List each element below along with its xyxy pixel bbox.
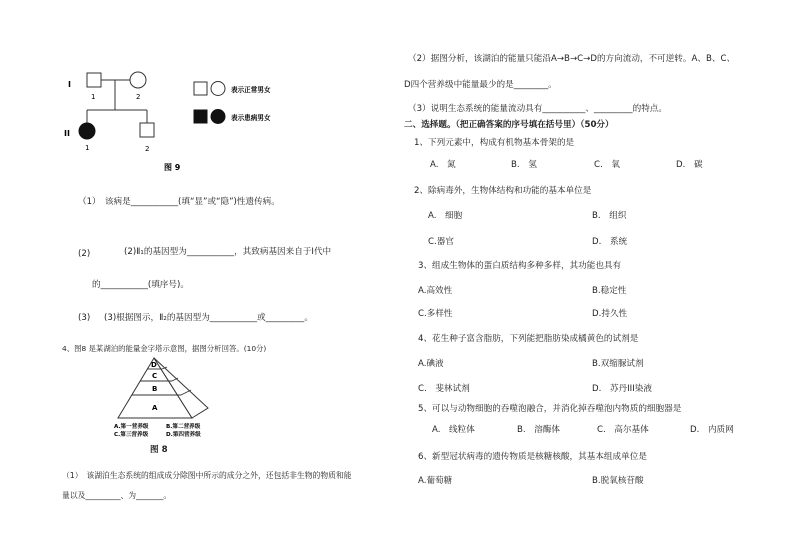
level-label: D [151, 361, 157, 369]
mcq-option[interactable]: D. 碳 [676, 160, 703, 170]
legend-normal-label: 表示正常男女 [231, 86, 271, 94]
mcq-stem: 1、下列元素中，构成有机物基本骨架的是 [414, 138, 575, 148]
mcq-option[interactable]: A. 细胞 [428, 211, 463, 221]
pyramid-legend-c: C.第三营养级 [114, 432, 149, 438]
mcq-option[interactable]: B.脱氧核苷酸 [592, 476, 644, 486]
mcq-option[interactable]: D. 内质网 [690, 425, 734, 435]
mcq-stem: 5、可以与动物细胞的吞噬泡融合，并消化掉吞噬泡内物质的细胞器是 [418, 404, 682, 414]
individual-label: 2 [136, 93, 141, 101]
q3-part2-number: (2) [78, 249, 91, 259]
q4-part3: （3）说明生态系统的能量流动具有__________、_________的特点。 [408, 104, 667, 114]
q3-part3-number: (3) [78, 313, 91, 323]
mcq-stem: 6、新型冠状病毒的遗传物质是核糖核酸，其基本组成单位是 [418, 452, 647, 462]
mcq-option[interactable]: C.多样性 [418, 309, 453, 319]
affected-female-symbol [79, 123, 95, 139]
individual-label: 1 [85, 144, 90, 152]
q4-stem: 4、图8 是某湖泊的能量金字塔示意图，据图分析回答。(10分) [62, 344, 267, 353]
mcq-option[interactable]: B.双缩脲试剂 [592, 359, 644, 369]
q4-part2-line1: （2）据图分析，该湖泊的能量只能沿A→B→C→D的方向流动，不可逆转。A、B、C、 [408, 54, 736, 64]
normal-male-symbol [140, 123, 154, 137]
pyramid-legend-b: B.第二营养级 [166, 424, 201, 430]
q4-part1-line1: （1） 该湖泊生态系统的组成成分除图中所示的成分之外，还包括非生物的物质和能 [62, 471, 352, 480]
generation-label-2: II [64, 129, 70, 138]
mcq-option[interactable]: C. 斐林试剂 [418, 384, 470, 394]
mcq-option[interactable]: A. 氮 [430, 160, 456, 170]
q4-part1-line2: 量以及_________、为_______。 [62, 491, 172, 500]
figure-caption: 图 9 [164, 163, 181, 172]
q3-part2-line1: (2)Ⅱ₁的基因型为___________，其致病基因来自于Ⅰ代中 [124, 247, 332, 257]
mcq-option[interactable]: A.葡萄糖 [418, 476, 453, 486]
legend-affected-female [211, 110, 225, 124]
mcq-option[interactable]: B. 组织 [592, 211, 627, 221]
normal-male-symbol [87, 73, 101, 87]
pyramid-legend-d: D.第四营养级 [166, 432, 201, 438]
mcq-option[interactable]: C. 氧 [594, 160, 620, 170]
mcq-option[interactable]: B.稳定性 [592, 286, 627, 296]
q3-part3-text: (3)根据图示，Ⅱ₂的基因型为___________或_________。 [104, 313, 313, 323]
mcq-option[interactable]: C.器官 [428, 237, 454, 247]
level-label: A [152, 404, 158, 412]
mcq-option[interactable]: B. 溶酶体 [517, 425, 561, 435]
individual-label: 2 [145, 145, 150, 153]
energy-pyramid [114, 356, 224, 440]
pedigree-chart [60, 60, 320, 210]
individual-label: 1 [91, 93, 96, 101]
legend-affected-label: 表示患病男女 [231, 114, 271, 122]
mcq-stem: 2、除病毒外，生物体结构和功能的基本单位是 [414, 186, 592, 196]
legend-normal-female [211, 82, 225, 96]
mcq-option[interactable]: D. 系统 [592, 237, 628, 247]
mcq-option[interactable]: C. 高尔基体 [597, 425, 649, 435]
q3-part2-line2: 的___________(填序号)。 [92, 280, 189, 290]
mcq-stem: 3、组成生物体的蛋白质结构多种多样，其功能也具有 [418, 261, 622, 271]
mcq-option[interactable]: A.碘液 [418, 359, 444, 369]
section2-title: 二、选择题。（把正确答案的序号填在括号里）（50分） [404, 120, 614, 130]
mcq-option[interactable]: A.高效性 [418, 286, 453, 296]
mcq-option[interactable]: D.持久性 [592, 309, 628, 319]
mcq-stem: 4、花生种子富含脂肪，下列能把脂肪染成橘黄色的试剂是 [418, 334, 639, 344]
pyramid-legend-a: A.第一营养级 [114, 424, 149, 430]
level-label: C [152, 372, 158, 380]
mcq-option[interactable]: B. 氢 [511, 160, 537, 170]
generation-label-1: I [68, 80, 71, 89]
legend-normal-male [194, 82, 207, 95]
mcq-option[interactable]: A. 线粒体 [432, 425, 475, 435]
level-label: B [152, 385, 158, 393]
mcq-option[interactable]: D. 苏丹III染液 [592, 384, 652, 394]
q4-part2-line2: D四个营养级中能量最少的是________。 [404, 80, 557, 90]
q3-part1: （1） 该病是___________(填“显”或“隐”)性遗传病。 [78, 197, 280, 207]
normal-female-symbol [130, 72, 146, 88]
figure-8-caption: 图 8 [150, 445, 168, 455]
legend-affected-male [194, 110, 207, 123]
